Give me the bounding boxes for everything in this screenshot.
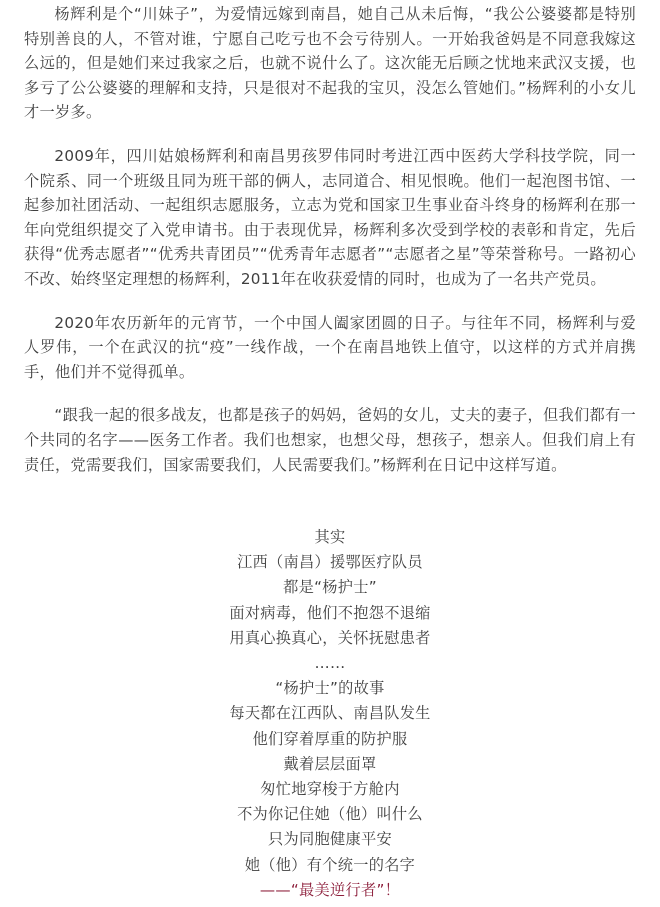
paragraph-intro: 杨辉利是个“川妹子”，为爱情远嫁到南昌，她自己从未后悔，“我公公婆婆都是特别特别善良的人，不管对谁，宁愿自己吃亏也不会亏待别人。一开始我爸妈是不同意我嫁这么远的，但是她们来过我家之后，也就不说什么了。这次能无后顾之忧地来武汉支援，也多亏了公公婆婆的理解和支持，只是很对不起我的宝贝，没怎么管她们。”杨辉利的小女儿才一岁多。 [24, 5, 636, 122]
poem-line: 她（他）有个统一的名字 [244, 855, 416, 874]
poem-line: 每天都在江西队、南昌队发生 [229, 704, 431, 723]
poem-line: 其实 [314, 528, 346, 546]
poem-line: 戴着层层面罩 [283, 754, 377, 773]
poem-line: 都是“杨护士” [283, 578, 377, 597]
poem-line: 只为同胞健康平安 [268, 830, 392, 849]
poem-line: 匆忙地穿梭于方舱内 [260, 780, 400, 799]
poem-ellipsis: …… [314, 654, 346, 673]
poem-line: 用真心换真心，关怀抚慰患者 [229, 628, 431, 647]
poem-line: 不为你记住她（他）叫什么 [237, 805, 423, 824]
poem-line: 江西（南昌）援鄂医疗队员 [237, 553, 423, 572]
poem-line: 面对病毒，他们不抱怨不退缩 [229, 603, 431, 622]
paragraph-diary-quote: “跟我一起的很多战友，也都是孩子的妈妈，爸妈的女儿，丈夫的妻子，但我们都有一个共同的名字——医务工作者。我们也想家，也想父母，想孩子，想亲人。但我们肩上有责任，党需要我们，国家需要我们，人民需要我们。”杨辉利在日记中这样写道。 [24, 406, 636, 474]
article-body [24, 2, 636, 477]
poem-line: 他们穿着厚重的防护服 [252, 729, 408, 748]
poem-closing-line: ——“最美逆行者”！ [259, 880, 401, 899]
poem-line: “杨护士”的故事 [275, 679, 385, 698]
poem-block [0, 525, 660, 903]
paragraph-2009: 2009年，四川姑娘杨辉利和南昌男孩罗伟同时考进江西中医药大学科技学院，同一个院系、同一个班级且同为班干部的俩人，志同道合、相见恨晚。他们一起泡图书馆、一起参加社团活动、一起组织志愿服务，立志为党和国家卫生事业奋斗终身的杨辉利在那一年向党组织提交了入党申请书。由于表现优异，杨辉利多次受到学校的表彰和肯定，先后获得“优秀志愿者”“优秀共青团员”“优秀青年志愿者”“志愿者之星”等荣誉称号。一路初心不改、始终坚定理想的杨辉利，2011年在收获爱情的同时，也成为了一名共产党员。 [24, 146, 636, 288]
paragraph-2020-lantern-festival: 2020年农历新年的元宵节，一个中国人阖家团圆的日子。与往年不同，杨辉利与爱人罗伟，一个在武汉的抗“疫”一线作战，一个在南昌地铁上值守，以这样的方式并肩携手，他们并不觉得孤单。 [24, 313, 636, 381]
